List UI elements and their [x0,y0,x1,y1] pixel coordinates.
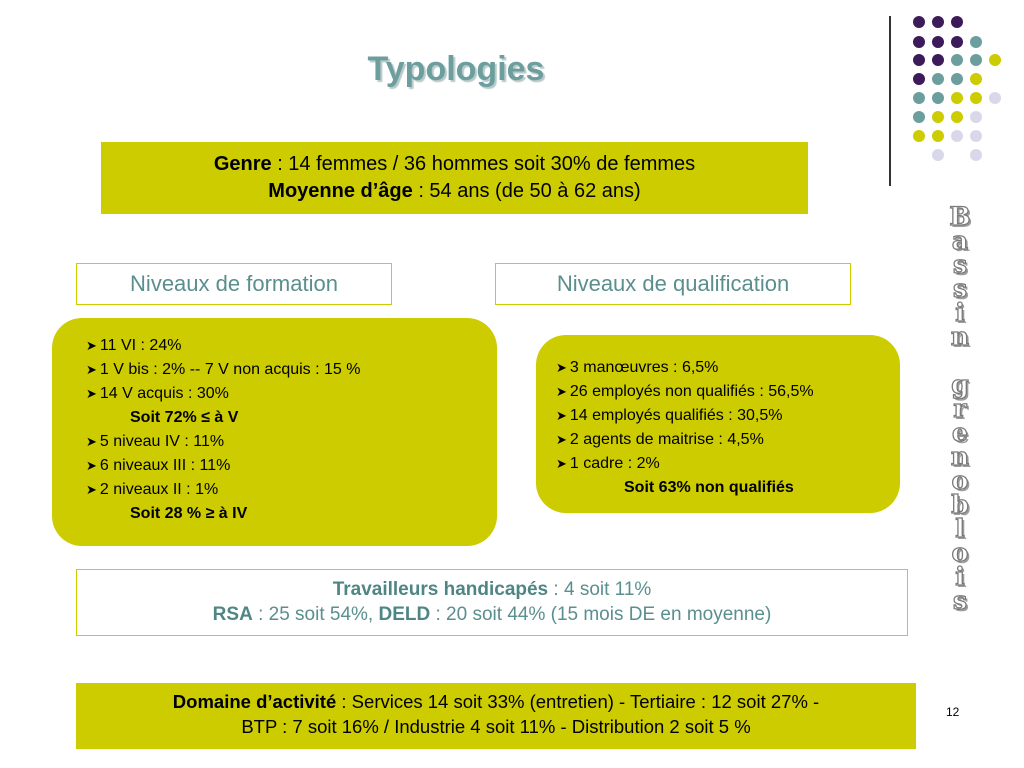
rsa-text: : 25 soit 54%, [252,604,379,625]
list-item: ➤ 2 niveaux II : 1% [86,481,219,498]
list-item: ➤ 3 manœuvres : 6,5% [556,359,719,376]
list-item: ➤ 1 V bis : 2% -- 7 V non acquis : 15 % [86,361,361,378]
list-item: ➤ 14 V acquis : 30% [86,385,229,402]
rsa-label: RSA [212,604,253,625]
handicap-box [76,569,908,636]
th-text: : 4 soit 11% [548,579,652,600]
deld-label: DELD [378,604,431,625]
list-item: ➤ 5 niveau IV : 11% [86,433,225,450]
arrowhead-right-icon: ➤ [86,458,97,473]
domaine-box [76,683,916,749]
qualification-list [536,335,900,513]
list-item: ➤ 6 niveaux III : 11% [86,457,231,474]
th-label: Travailleurs handicapés [332,579,549,600]
formation-summary-2: Soit 28 % ≥ à IV [130,505,248,522]
formation-list [52,318,497,546]
domaine-line-2: BTP : 7 soit 16% / Industrie 4 soit 11% - Distribution 2 soit 5 % [241,716,751,737]
formation-summary-1: Soit 72% ≤ à V [130,409,239,426]
domaine-label: Domaine d’activité [172,691,337,712]
vertical-title-letter: a [951,226,969,255]
list-item: ➤ 2 agents de maitrise : 4,5% [556,431,764,448]
qualification-summary: Soit 63% non qualifiés [624,479,794,496]
age-line [101,178,808,205]
slide-title: Typologies [367,50,545,88]
formation-header: Niveaux de formation [76,263,392,305]
list-item: ➤ 1 cadre : 2% [556,455,660,472]
vertical-title-letter: n [950,322,970,351]
vertical-title-letter: e [952,418,968,447]
arrowhead-right-icon: ➤ [86,362,97,377]
vertical-title-letter: i [955,298,965,327]
list-item: ➤ 14 employés qualifiés : 30,5% [556,407,783,424]
qualification-header: Niveaux de qualification [495,263,851,305]
vertical-title-letter: n [950,442,970,471]
domaine-text-1: : Services 14 soit 33% (entretien) - Tertiaire : 12 soit 27% - [336,691,820,712]
arrowhead-right-icon: ➤ [556,456,567,471]
arrowhead-right-icon: ➤ [556,360,567,375]
deld-text: : 20 soit 44% (15 mois DE en moyenne) [430,604,772,625]
vertical-title-letter: b [951,490,969,519]
vertical-title-letter: s [952,586,968,615]
arrowhead-right-icon: ➤ [86,482,97,497]
divider-line [889,16,891,186]
vertical-title [936,202,984,615]
vertical-title-letter: l [955,514,965,543]
age-label: Moyenne d’âge [268,180,413,202]
arrowhead-right-icon: ➤ [556,432,567,447]
domaine-line-1 [76,689,916,714]
vertical-title-letter: r [953,394,967,423]
vertical-title-letter: s [952,250,968,279]
arrowhead-right-icon: ➤ [86,338,97,353]
arrowhead-right-icon: ➤ [556,408,567,423]
rsa-line [77,602,907,627]
page-number: 12 [946,705,960,719]
age-text: : 54 ans (de 50 à 62 ans) [412,180,641,202]
vertical-title-letter: g [951,370,969,399]
list-item: ➤ 26 employés non qualifiés : 56,5% [556,383,814,400]
list-item: ➤ 11 VI : 24% [86,337,182,354]
arrowhead-right-icon: ➤ [86,434,97,449]
genre-label: Genre [213,153,272,175]
genre-box [101,142,808,214]
vertical-title-letter: i [955,562,965,591]
arrowhead-right-icon: ➤ [556,384,567,399]
vertical-title-letter: o [951,466,969,495]
genre-line [101,151,808,178]
arrowhead-right-icon: ➤ [86,386,97,401]
vertical-title-letter: B [949,202,971,231]
vertical-title-letter: s [952,274,968,303]
vertical-title-letter: o [951,538,969,567]
handicap-line [77,577,907,602]
decorative-dot-grid [905,12,1015,172]
genre-text: : 14 femmes / 36 hommes soit 30% de femmes [271,153,696,175]
